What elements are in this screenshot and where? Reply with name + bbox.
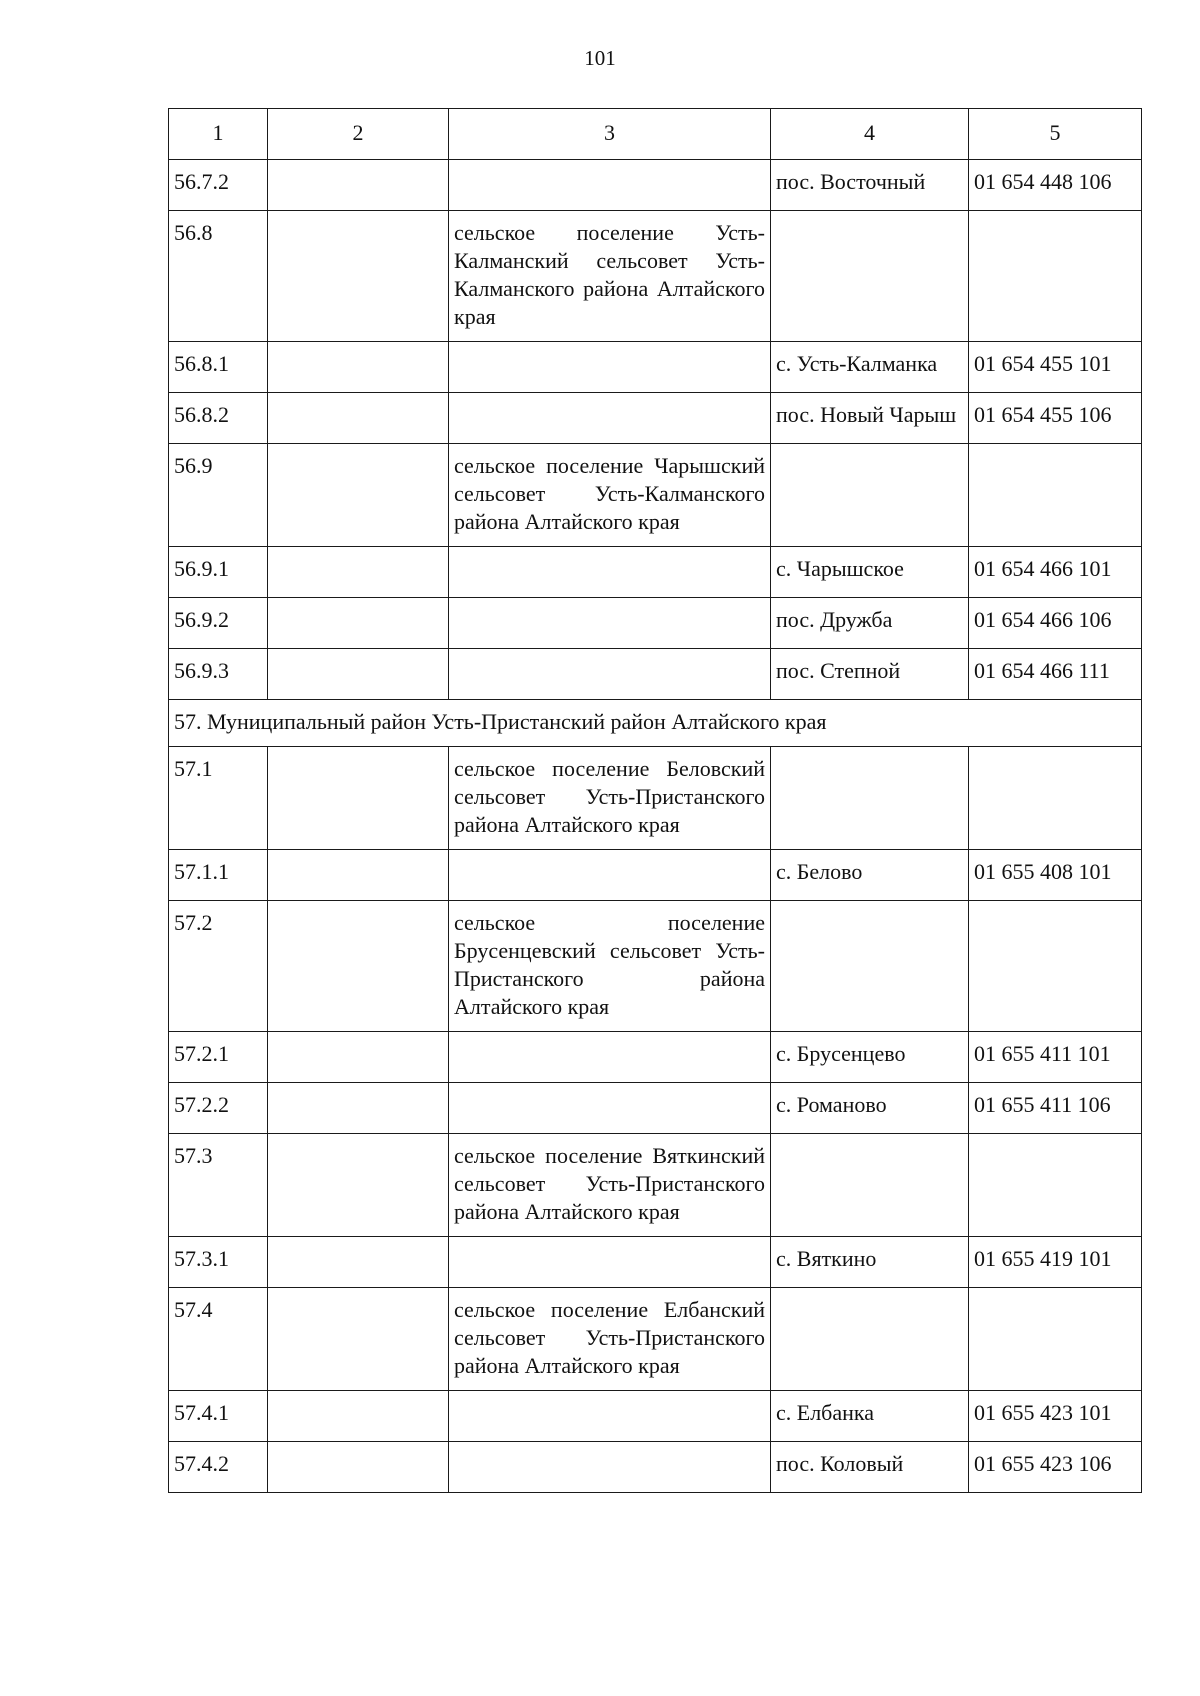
settlement-cell: пос. Дружба	[771, 598, 969, 649]
table-row	[169, 850, 1142, 901]
column-2-cell	[268, 1442, 449, 1493]
code-cell: 57.1.1	[169, 850, 268, 901]
oktmo-code-cell: 01 654 466 106	[969, 598, 1142, 649]
settlement-cell: с. Усть-Калманка	[771, 342, 969, 393]
column-header-4: 4	[771, 109, 969, 160]
municipality-cell: сельское поселение Брусенцевский сельсовет Усть-Пристанского района Алтайского края	[449, 901, 771, 1032]
municipality-cell: сельское поселение Усть-Калманский сельсовет Усть-Калманского района Алтайского края	[449, 211, 771, 342]
column-2-cell	[268, 901, 449, 1032]
column-2-cell	[268, 1237, 449, 1288]
municipality-cell	[449, 598, 771, 649]
municipality-cell	[449, 1237, 771, 1288]
settlement-cell	[771, 1134, 969, 1237]
table-row	[169, 1442, 1142, 1493]
code-cell: 57.3	[169, 1134, 268, 1237]
column-2-cell	[268, 1032, 449, 1083]
settlement-cell: с. Брусенцево	[771, 1032, 969, 1083]
oktmo-code-cell	[969, 747, 1142, 850]
oktmo-code-cell: 01 654 448 106	[969, 160, 1142, 211]
table-row	[169, 547, 1142, 598]
oktmo-code-cell	[969, 1288, 1142, 1391]
municipality-cell	[449, 1032, 771, 1083]
column-2-cell	[268, 547, 449, 598]
oktmo-code-cell: 01 655 408 101	[969, 850, 1142, 901]
table-body	[169, 160, 1142, 1493]
settlement-cell	[771, 747, 969, 850]
oktmo-code-cell	[969, 211, 1142, 342]
table-row	[169, 444, 1142, 547]
code-cell: 56.7.2	[169, 160, 268, 211]
code-cell: 56.9.2	[169, 598, 268, 649]
table-row	[169, 1032, 1142, 1083]
section-row	[169, 700, 1142, 747]
header-row	[169, 109, 1142, 160]
settlement-cell: пос. Новый Чарыш	[771, 393, 969, 444]
section-title: 57. Муниципальный район Усть-Пристанский район Алтайского края	[169, 700, 1142, 747]
column-2-cell	[268, 1134, 449, 1237]
settlement-cell	[771, 444, 969, 547]
column-2-cell	[268, 444, 449, 547]
settlement-cell: пос. Восточный	[771, 160, 969, 211]
oktmo-code-cell: 01 655 411 106	[969, 1083, 1142, 1134]
settlement-cell: пос. Степной	[771, 649, 969, 700]
code-cell: 57.4	[169, 1288, 268, 1391]
oktmo-code-cell: 01 654 466 101	[969, 547, 1142, 598]
settlement-cell	[771, 211, 969, 342]
oktmo-code-cell	[969, 1134, 1142, 1237]
settlement-cell	[771, 1288, 969, 1391]
table-row	[169, 1391, 1142, 1442]
table-row	[169, 901, 1142, 1032]
settlement-cell: с. Чарышское	[771, 547, 969, 598]
municipality-cell: сельское поселение Беловский сельсовет Усть-Пристанского района Алтайского края	[449, 747, 771, 850]
municipality-cell: сельское поселение Елбанский сельсовет Усть-Пристанского района Алтайского края	[449, 1288, 771, 1391]
settlement-cell: с. Романово	[771, 1083, 969, 1134]
column-header-1: 1	[169, 109, 268, 160]
table-row	[169, 1134, 1142, 1237]
oktmo-code-cell: 01 655 423 106	[969, 1442, 1142, 1493]
column-header-2: 2	[268, 109, 449, 160]
column-2-cell	[268, 598, 449, 649]
column-2-cell	[268, 1083, 449, 1134]
table-row	[169, 1288, 1142, 1391]
municipality-cell: сельское поселение Чарышский сельсовет Усть-Калманского района Алтайского края	[449, 444, 771, 547]
registry-table	[168, 108, 1142, 1493]
column-2-cell	[268, 1391, 449, 1442]
settlement-cell: пос. Коловый	[771, 1442, 969, 1493]
column-2-cell	[268, 160, 449, 211]
code-cell: 57.4.2	[169, 1442, 268, 1493]
column-header-5: 5	[969, 109, 1142, 160]
oktmo-code-cell: 01 654 466 111	[969, 649, 1142, 700]
oktmo-code-cell: 01 655 411 101	[969, 1032, 1142, 1083]
code-cell: 57.2.2	[169, 1083, 268, 1134]
oktmo-code-cell: 01 654 455 106	[969, 393, 1142, 444]
municipality-cell	[449, 1442, 771, 1493]
table-row	[169, 598, 1142, 649]
settlement-cell: с. Вяткино	[771, 1237, 969, 1288]
table-row	[169, 1083, 1142, 1134]
code-cell: 57.1	[169, 747, 268, 850]
municipality-cell	[449, 1391, 771, 1442]
municipality-cell	[449, 547, 771, 598]
municipality-cell: сельское поселение Вяткинский сельсовет Усть-Пристанского района Алтайского края	[449, 1134, 771, 1237]
code-cell: 56.8.1	[169, 342, 268, 393]
table-row	[169, 393, 1142, 444]
column-2-cell	[268, 649, 449, 700]
table-row	[169, 211, 1142, 342]
column-header-3: 3	[449, 109, 771, 160]
settlement-cell	[771, 901, 969, 1032]
column-2-cell	[268, 747, 449, 850]
oktmo-code-cell	[969, 901, 1142, 1032]
code-cell: 56.8	[169, 211, 268, 342]
oktmo-code-cell	[969, 444, 1142, 547]
code-cell: 56.9.1	[169, 547, 268, 598]
municipality-cell	[449, 342, 771, 393]
code-cell: 57.2	[169, 901, 268, 1032]
table-row	[169, 342, 1142, 393]
column-2-cell	[268, 393, 449, 444]
oktmo-code-cell: 01 654 455 101	[969, 342, 1142, 393]
municipality-cell	[449, 393, 771, 444]
table-row	[169, 747, 1142, 850]
column-2-cell	[268, 342, 449, 393]
municipality-cell	[449, 1083, 771, 1134]
table-row	[169, 160, 1142, 211]
table-row	[169, 649, 1142, 700]
table-header	[169, 109, 1142, 160]
code-cell: 57.3.1	[169, 1237, 268, 1288]
municipality-cell	[449, 649, 771, 700]
oktmo-code-cell: 01 655 419 101	[969, 1237, 1142, 1288]
code-cell: 56.9	[169, 444, 268, 547]
municipality-cell	[449, 850, 771, 901]
code-cell: 57.2.1	[169, 1032, 268, 1083]
code-cell: 57.4.1	[169, 1391, 268, 1442]
page-number: 101	[584, 46, 616, 70]
code-cell: 56.8.2	[169, 393, 268, 444]
settlement-cell: с. Белово	[771, 850, 969, 901]
code-cell: 56.9.3	[169, 649, 268, 700]
column-2-cell	[268, 1288, 449, 1391]
settlement-cell: с. Елбанка	[771, 1391, 969, 1442]
column-2-cell	[268, 850, 449, 901]
oktmo-code-cell: 01 655 423 101	[969, 1391, 1142, 1442]
municipality-cell	[449, 160, 771, 211]
table-row	[169, 1237, 1142, 1288]
column-2-cell	[268, 211, 449, 342]
